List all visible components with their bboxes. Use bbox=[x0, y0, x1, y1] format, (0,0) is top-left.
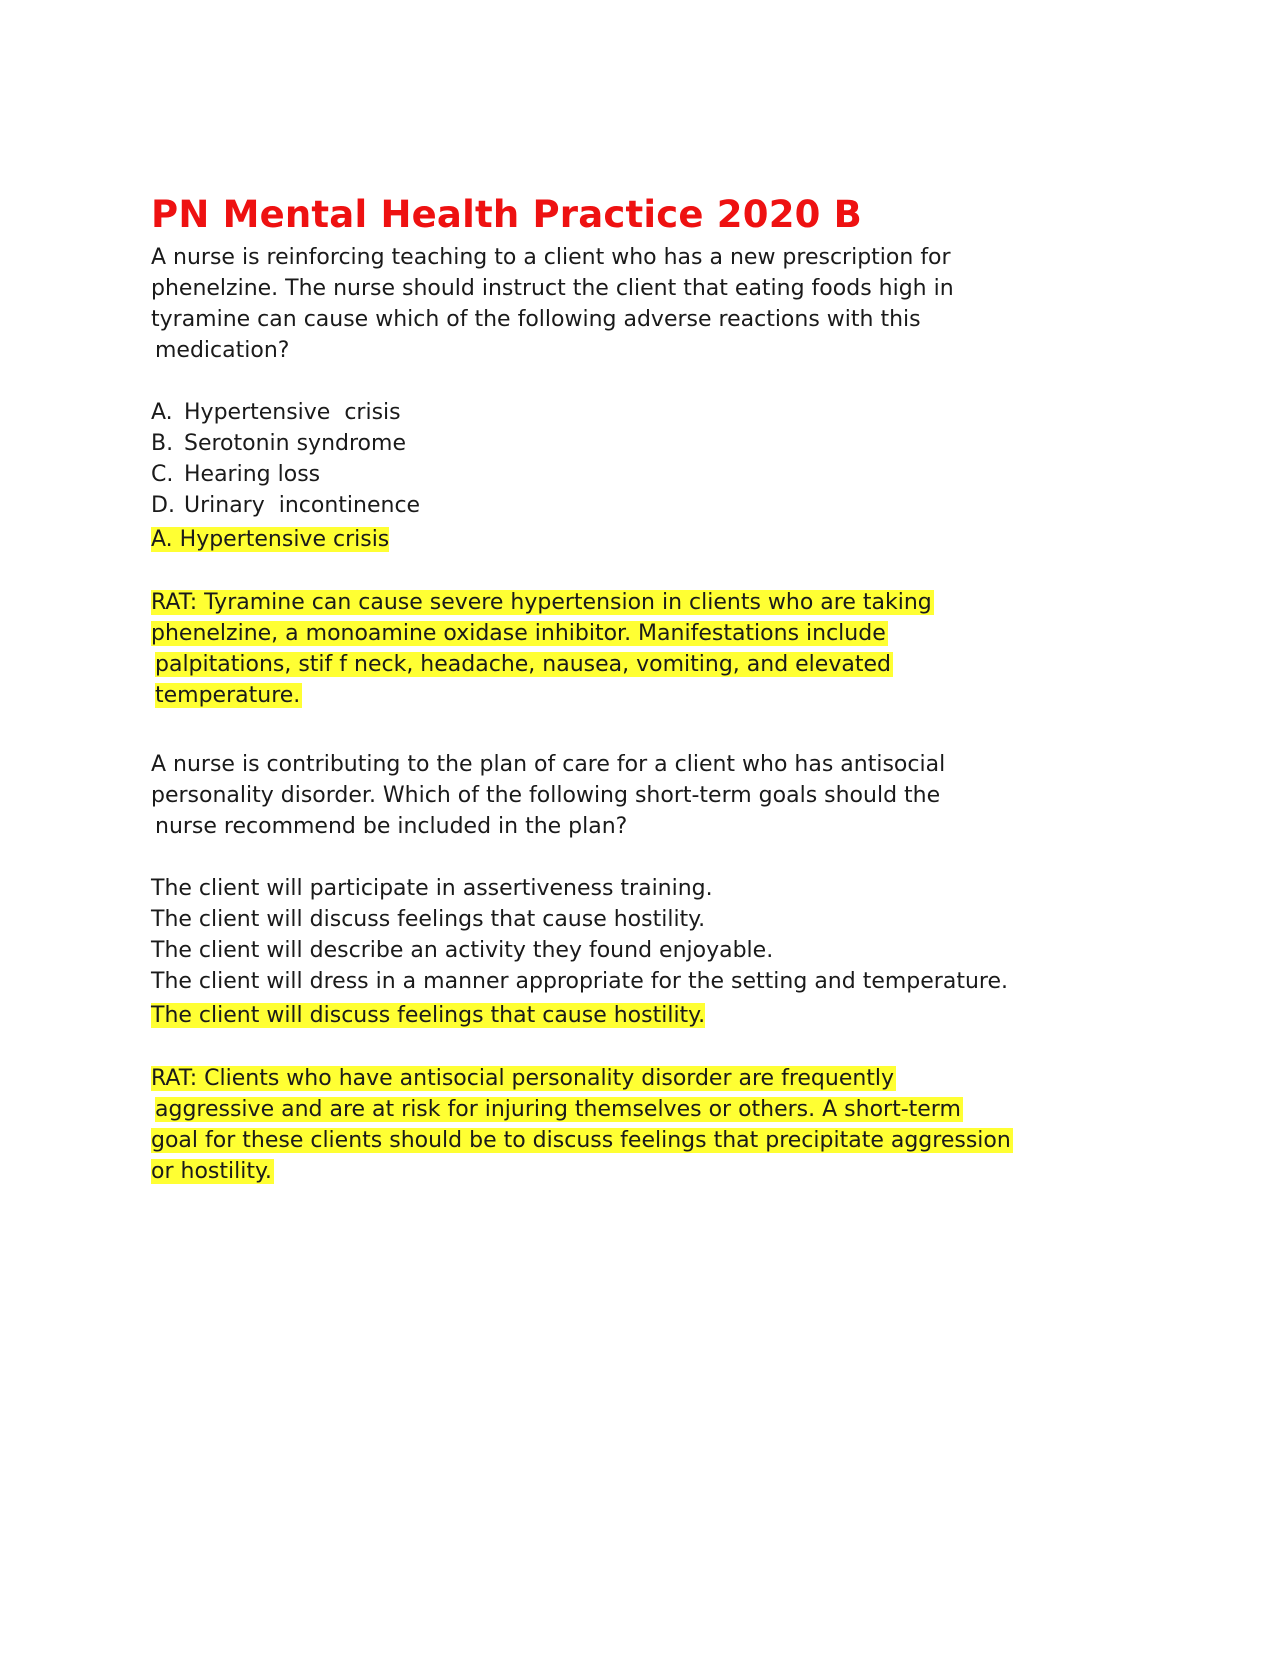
option-letter: A. bbox=[151, 400, 173, 425]
rationale-line: aggressive and are at risk for injuring themselves or others. A short-term bbox=[155, 1097, 961, 1122]
question-1-answer bbox=[151, 523, 1151, 556]
answer-highlight: A. Hypertensive crisis bbox=[151, 527, 390, 552]
stem-line: A nurse is contributing to the plan of care for a client who has antisocial bbox=[151, 752, 946, 777]
rationale-line: or hostility. bbox=[151, 1159, 272, 1184]
question-2-stem bbox=[151, 749, 1151, 842]
option-text: Serotonin syndrome bbox=[184, 431, 406, 456]
rationale-line: temperature. bbox=[155, 683, 301, 708]
option-letter: C. bbox=[151, 462, 174, 487]
stem-line: A nurse is reinforcing teaching to a client who has a new prescription for bbox=[151, 245, 951, 270]
stem-line: tyramine can cause which of the following adverse reactions with this bbox=[151, 307, 921, 332]
rationale-line: palpitations, stif f neck, headache, nausea, vomiting, and elevated bbox=[155, 652, 891, 677]
stem-line: medication? bbox=[155, 338, 290, 363]
option-b bbox=[151, 428, 1151, 459]
rationale-line: goal for these clients should be to discuss feelings that precipitate aggression bbox=[151, 1128, 1011, 1153]
rationale-line: phenelzine, a monoamine oxidase inhibitor. Manifestations include bbox=[151, 621, 886, 646]
option-c bbox=[151, 459, 1151, 490]
question-1-rationale bbox=[151, 587, 1151, 711]
question-2-answer bbox=[151, 999, 1151, 1032]
option-letter: B. bbox=[151, 431, 174, 456]
option-d bbox=[151, 490, 1151, 521]
option-a bbox=[151, 397, 1151, 428]
stem-line: personality disorder. Which of the following short-term goals should the bbox=[151, 783, 941, 808]
answer-highlight: The client will discuss feelings that cause hostility. bbox=[151, 1003, 706, 1028]
page-title: PN Mental Health Practice 2020 B bbox=[151, 193, 863, 236]
question-2-rationale bbox=[151, 1063, 1151, 1187]
option-letter: D. bbox=[151, 493, 175, 518]
document-page bbox=[151, 192, 1151, 1187]
question-1-options bbox=[151, 397, 1151, 521]
goal-option: The client will participate in assertiveness training. bbox=[151, 876, 713, 901]
stem-line: phenelzine. The nurse should instruct the client that eating foods high in bbox=[151, 276, 954, 301]
rationale-line: RAT: Tyramine can cause severe hypertension in clients who are taking bbox=[151, 590, 932, 615]
option-text: Hypertensive crisis bbox=[184, 400, 401, 425]
question-2-options bbox=[151, 873, 1151, 997]
rationale-line: RAT: Clients who have antisocial personality disorder are frequently bbox=[151, 1066, 895, 1091]
option-text: Hearing loss bbox=[184, 462, 321, 487]
goal-option: The client will discuss feelings that cause hostility. bbox=[151, 907, 706, 932]
question-1-stem bbox=[151, 242, 1151, 366]
stem-line: nurse recommend be included in the plan? bbox=[155, 814, 628, 839]
goal-option: The client will dress in a manner appropriate for the setting and temperature. bbox=[151, 969, 1008, 994]
goal-option: The client will describe an activity they found enjoyable. bbox=[151, 938, 774, 963]
option-text: Urinary incontinence bbox=[184, 493, 421, 518]
